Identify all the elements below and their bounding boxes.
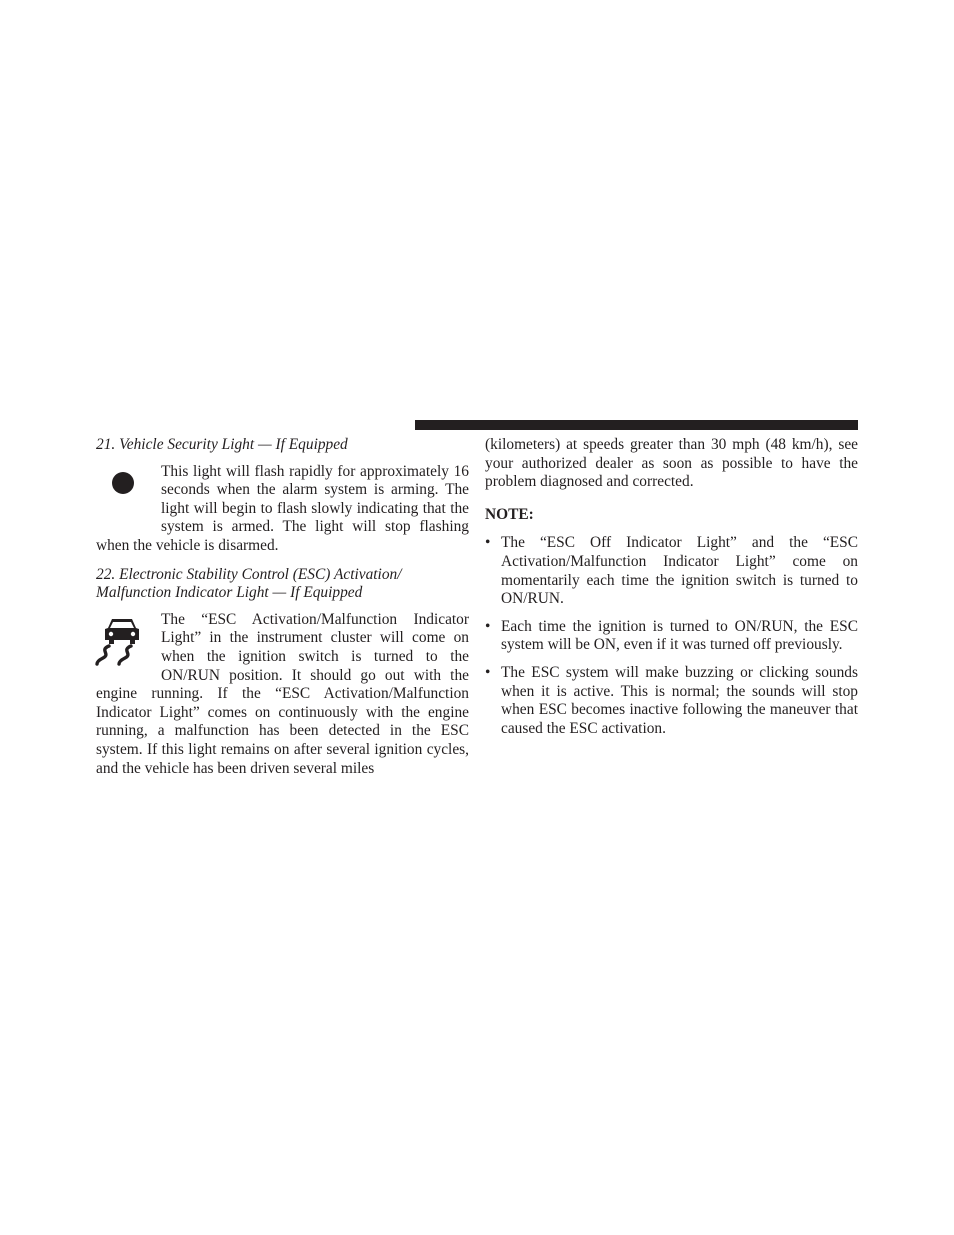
vehicle-security-dot-icon: [112, 472, 134, 494]
section-21: [96, 463, 469, 556]
section-22-continuation: (kilometers) at speeds greater than 30 mph (48 km/h), see your authorized dealer as soon as possible to have the problem diagnosed and corrected.: [485, 436, 858, 491]
left-column: [96, 436, 469, 778]
esc-icon-box: [96, 611, 161, 667]
section-22-heading-line-2: Malfunction Indicator Light — If Equipped: [96, 584, 363, 602]
section-21-body: This light will flash rapidly for approximately 16 seconds when the alarm system is arming. The light will begin to flash slowly indicating that the system is armed. The light will stop flashing when the vehicle is disarmed.: [96, 462, 469, 554]
section-22-body: The “ESC Activation/Malfunction Indicator Light” in the instrument cluster will come on when the ignition switch is turned to the ON/RUN position. It should go out with the engine running. If the “ESC Activation/Malfunction Indicator Light” comes on continuously with the engine running, a malfunction has been detected in the ESC system. If this light remains on after several ignition cycles, and the vehicle has been driven several miles: [96, 610, 469, 777]
note-bullet-1: • The “ESC Off Indicator Light” and the “ESC Activation/Malfunction Indicator Light” come on momentarily each time the ignition switch is turned to ON/RUN.: [485, 534, 858, 608]
note-bullet-list: [485, 534, 858, 738]
esc-skidding-car-icon: [95, 612, 149, 666]
note-bullet-3: • The ESC system will make buzzing or clicking sounds when it is active. This is normal; the sounds will stop when ESC becomes inactive following the maneuver that caused the ESC activation.: [485, 664, 858, 738]
section-header-bar: [415, 420, 858, 430]
note-bullet-2: • Each time the ignition is turned to ON/RUN, the ESC system will be ON, even if it was turned off previously.: [485, 618, 858, 655]
section-21-heading: 21. Vehicle Security Light — If Equipped: [96, 436, 348, 453]
section-22-heading-line-1: 22. Electronic Stability Control (ESC) Activation/: [96, 565, 402, 583]
vehicle-security-icon-box: [96, 463, 161, 519]
section-22: [96, 611, 469, 778]
note-label: NOTE:: [485, 505, 534, 523]
right-column: [485, 436, 858, 738]
